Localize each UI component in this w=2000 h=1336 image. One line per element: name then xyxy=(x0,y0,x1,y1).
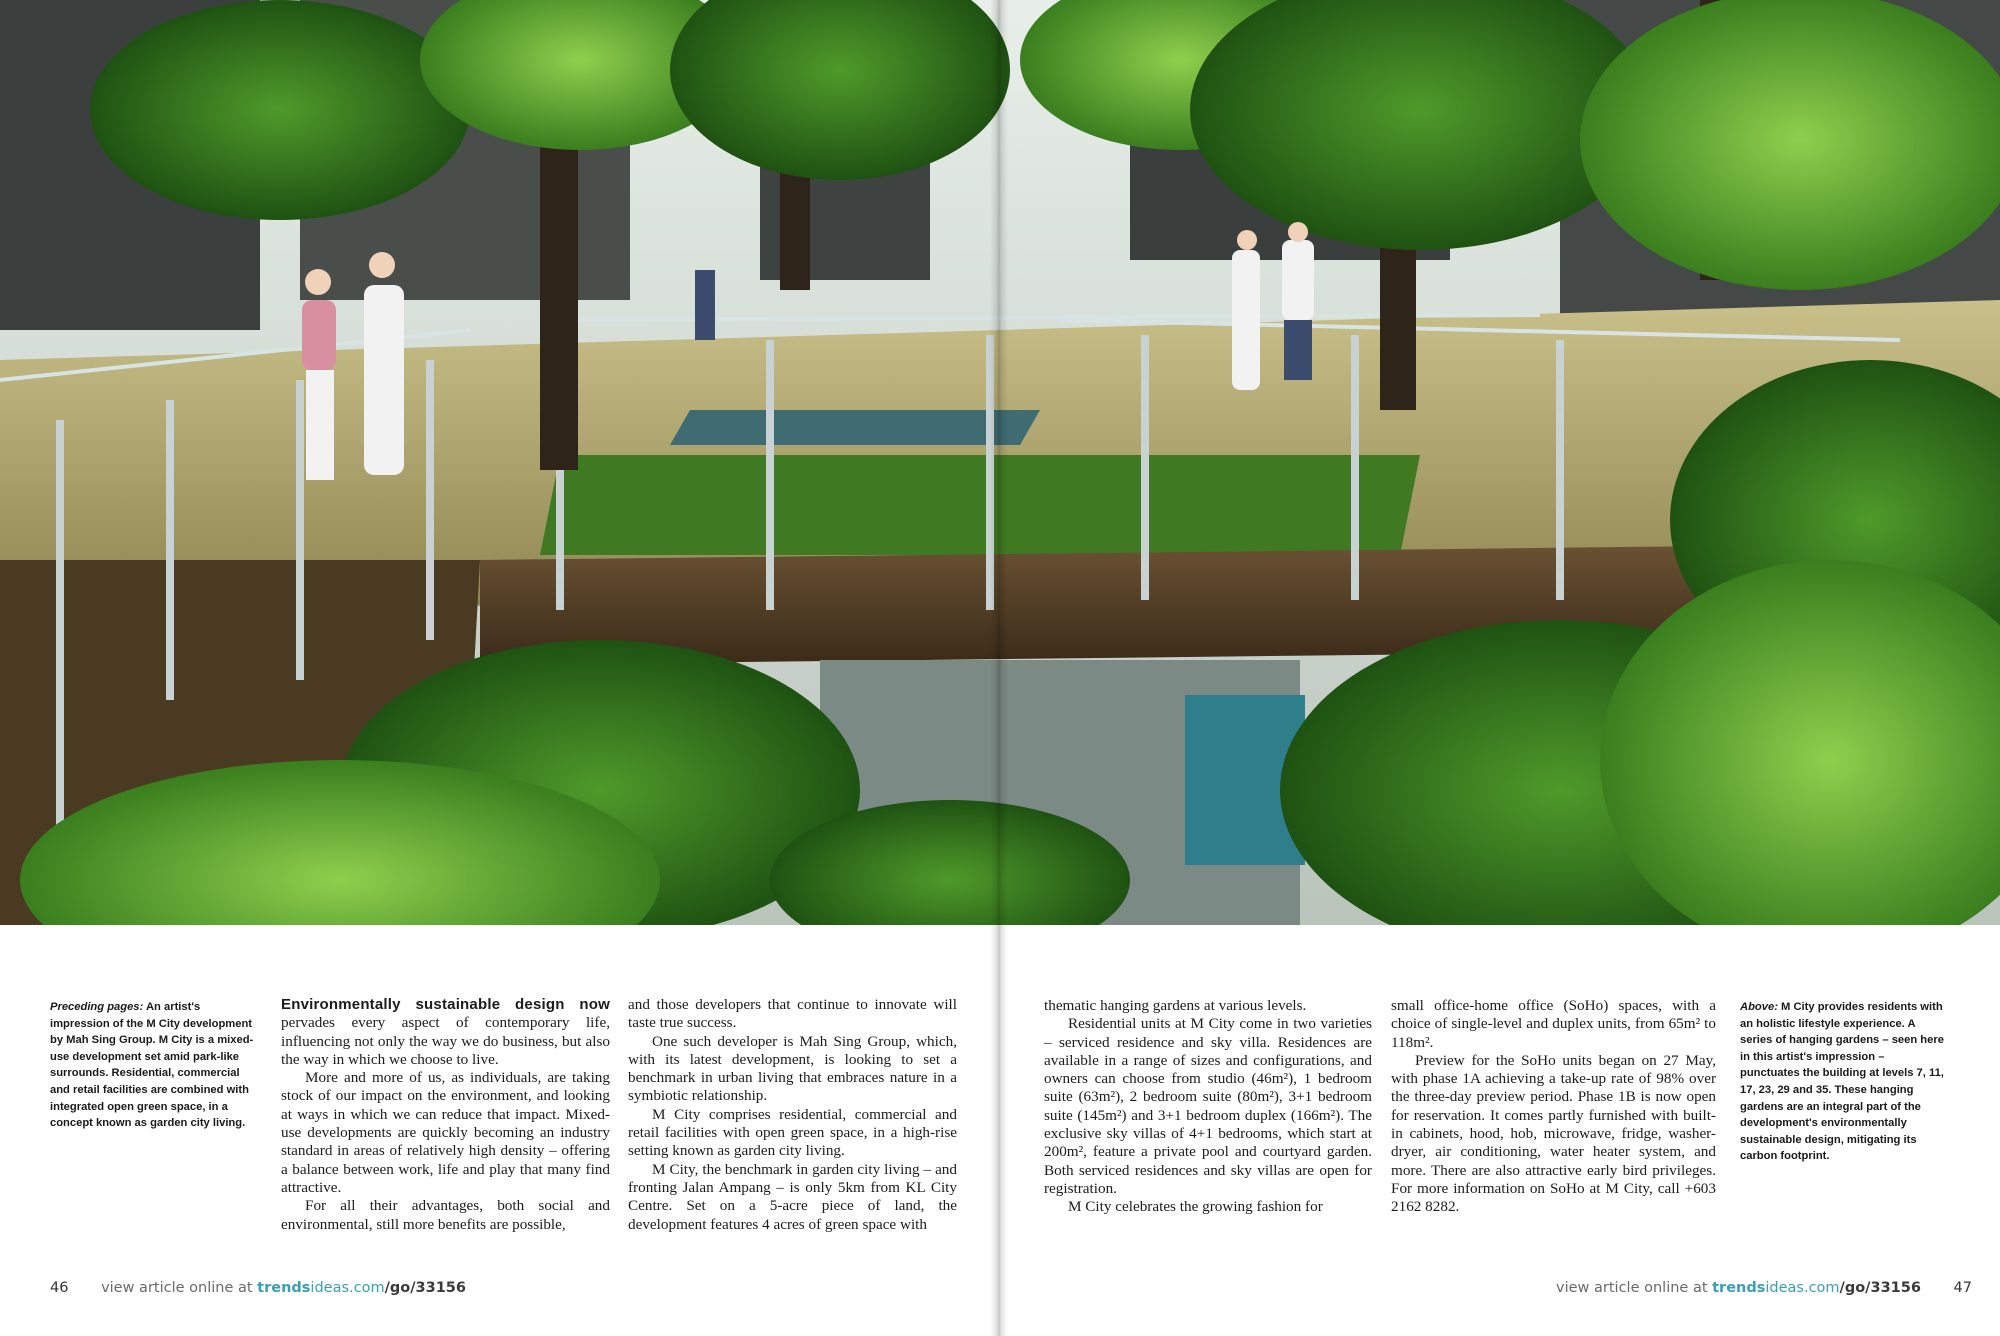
paragraph: More and more of us, as individuals, are taking stock of our impact on the environment, and looking at ways in which we can reduce that impact. Mixed-use developments are quickly becoming an industry standard in areas of relatively high density – offering a balance between work, life and play that many find attractive. xyxy=(281,1069,610,1196)
link-path: /go/33156 xyxy=(1839,1280,1921,1296)
paragraph: M City, the benchmark in garden city living – and fronting Jalan Ampang – is only 5km from KL City Centre. Set on a 5-acre piece of land, the development features 4 acres of green space with xyxy=(628,1160,957,1233)
paragraph: and those developers that continue to innovate will taste true success. xyxy=(628,996,957,1032)
right-column-2 xyxy=(1391,997,1716,1217)
page-number: 47 xyxy=(1953,1280,1972,1296)
article-link[interactable] xyxy=(257,1280,466,1296)
paragraph: One such developer is Mah Sing Group, which, with its latest development, is looking to set a benchmark in urban living that embraces nature in a symbiotic relationship. xyxy=(628,1032,957,1105)
caption-body: M City provides residents with an holistic lifestyle experience. A series of hanging gardens – seen here in this artist's impression – punctuates the building at levels 7, 11, 17, 23, 29 and 35. These hanging gardens are an integral part of the development's environmentally sustainable design, mitigating its carbon footprint. xyxy=(1740,1001,1944,1163)
paragraph: For all their advantages, both social and environmental, still more benefits are possible, xyxy=(281,1197,610,1233)
left-photo-caption xyxy=(50,999,255,1132)
article-lead-in: Environmentally sustainable design now xyxy=(281,996,610,1013)
caption-body: An artist's impression of the M City development by Mah Sing Group. M City is a mixed-use development set amid park-like surrounds. Residential, commercial and retail facilities are combined with integrated open green space, in a concept known as garden city living. xyxy=(50,1001,254,1130)
paragraph: M City comprises residential, commercial and retail facilities with open green space, in a high-rise setting known as garden city living. xyxy=(628,1105,957,1160)
right-column-1 xyxy=(1044,997,1372,1217)
article-link[interactable] xyxy=(1712,1280,1925,1296)
footer-prefix: view article online at xyxy=(1556,1280,1708,1296)
brand-ideas: ideas xyxy=(310,1280,350,1296)
right-photo-caption xyxy=(1740,999,1945,1165)
link-path: /go/33156 xyxy=(384,1280,466,1296)
paragraph xyxy=(281,996,610,1069)
left-footer xyxy=(22,1280,466,1296)
left-column-1 xyxy=(281,996,610,1234)
paragraph: M City celebrates the growing fashion for xyxy=(1068,1198,1323,1216)
paragraph: Preview for the SoHo units began on 27 May, with phase 1A achieving a take-up rate of 98% over the three-day preview period. Phase 1B is now open for reservation. It comes partly furnished with built-in cabinets, hood, hob, microwave, fridge, washer-dryer, air conditioning, water heater system, and more. There are also attractive early bird privileges. For more information on SoHo at M City, call +603 2162 8282. xyxy=(1391,1051,1716,1216)
paragraph: Residential units at M City come in two varieties – serviced residence and sky villa. Residences are available in a range of sizes and configurations, and owners can choose from studio (46m²), 1 bedroom suite (63m²), 2 bedroom suite (80m²), 3+1 bedroom suite (145m²) and 3+1 bedroom duplex (166m²). The exclusive sky villas of 4+1 bedrooms, which start at 200m², feature a private pool and courtyard garden. Both serviced residences and sky villas are open for registration. xyxy=(1044,1015,1372,1197)
footer-prefix: view article online at xyxy=(101,1280,253,1296)
brand-ideas: ideas xyxy=(1765,1280,1804,1296)
caption-lead: Preceding pages: xyxy=(50,1001,144,1013)
brand-com: .com xyxy=(1803,1280,1840,1296)
paragraph: small office-home office (SoHo) spaces, with a choice of single-level and duplex units, from 65m² to 118m². xyxy=(1391,997,1716,1051)
right-footer xyxy=(1556,1280,2000,1296)
caption-lead: Above: xyxy=(1740,1001,1778,1013)
left-column-2 xyxy=(628,996,957,1234)
paragraph: thematic hanging gardens at various levels. xyxy=(1044,997,1307,1014)
brand-trends: trends xyxy=(1712,1280,1766,1296)
paragraph-text: pervades every aspect of contemporary life, influencing not only the way we do business, but also the way in which we choose to live. xyxy=(281,1014,610,1068)
page-number: 46 xyxy=(50,1280,69,1296)
brand-trends: trends xyxy=(257,1280,311,1296)
brand-com: .com xyxy=(349,1280,385,1296)
